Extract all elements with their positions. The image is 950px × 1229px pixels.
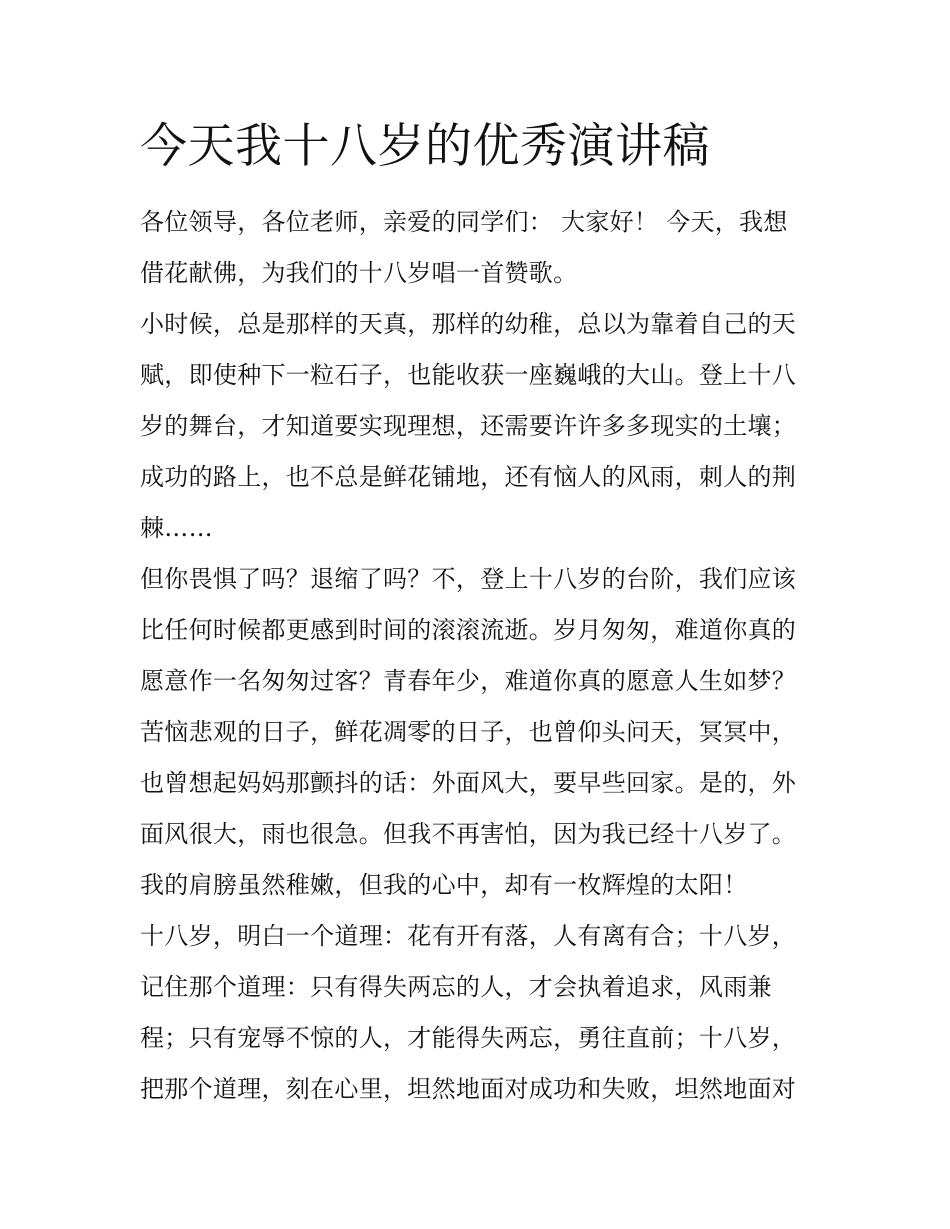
text-line-6: 成功的路上，也不总是鲜花铺地，还有恼人的风雨，刺人的荆 — [140, 463, 797, 491]
text-line-10: 愿意作一名匆匆过客？青春年少，难道你真的愿意人生如梦？ — [140, 667, 797, 695]
document-title: 今天我十八岁的优秀演讲稿 — [140, 119, 710, 174]
text-line-12: 也曾想起妈妈那颤抖的话：外面风大，要早些回家。是的，外 — [140, 769, 797, 797]
text-line-4: 赋，即使种下一粒石子，也能收获一座巍峨的大山。登上十八 — [140, 361, 797, 389]
text-line-18: 把那个道理，刻在心里，坦然地面对成功和失败，坦然地面对 — [140, 1075, 797, 1103]
text-line-2: 借花献佛，为我们的十八岁唱一首赞歌。 — [140, 259, 578, 287]
text-line-16: 记住那个道理：只有得失两忘的人，才会执着追求，风雨兼 — [140, 973, 772, 1001]
text-line-9: 比任何时候都更感到时间的滚滚流逝。岁月匆匆，难道你真的 — [140, 616, 797, 644]
text-line-13: 面风很大，雨也很急。但我不再害怕，因为我已经十八岁了。 — [140, 820, 797, 848]
text-line-3: 小时候，总是那样的天真，那样的幼稚，总以为靠着自己的天 — [140, 310, 797, 338]
text-line-14: 我的肩膀虽然稚嫩，但我的心中，却有一枚辉煌的太阳！ — [140, 871, 748, 899]
text-line-11: 苦恼悲观的日子，鲜花凋零的日子，也曾仰头问天，冥冥中， — [140, 718, 797, 746]
text-line-8: 但你畏惧了吗？退缩了吗？不，登上十八岁的台阶，我们应该 — [140, 565, 797, 593]
text-line-1: 各位领导，各位老师，亲爱的同学们： 大家好！ 今天，我想 — [140, 208, 788, 236]
text-line-17: 程；只有宠辱不惊的人，才能得失两忘，勇往直前；十八岁， — [140, 1024, 797, 1052]
text-line-15: 十八岁，明白一个道理：花有开有落，人有离有合；十八岁， — [140, 922, 797, 950]
text-line-7: 棘…… — [140, 514, 213, 542]
text-line-5: 岁的舞台，才知道要实现理想，还需要许许多多现实的土壤； — [140, 412, 797, 440]
